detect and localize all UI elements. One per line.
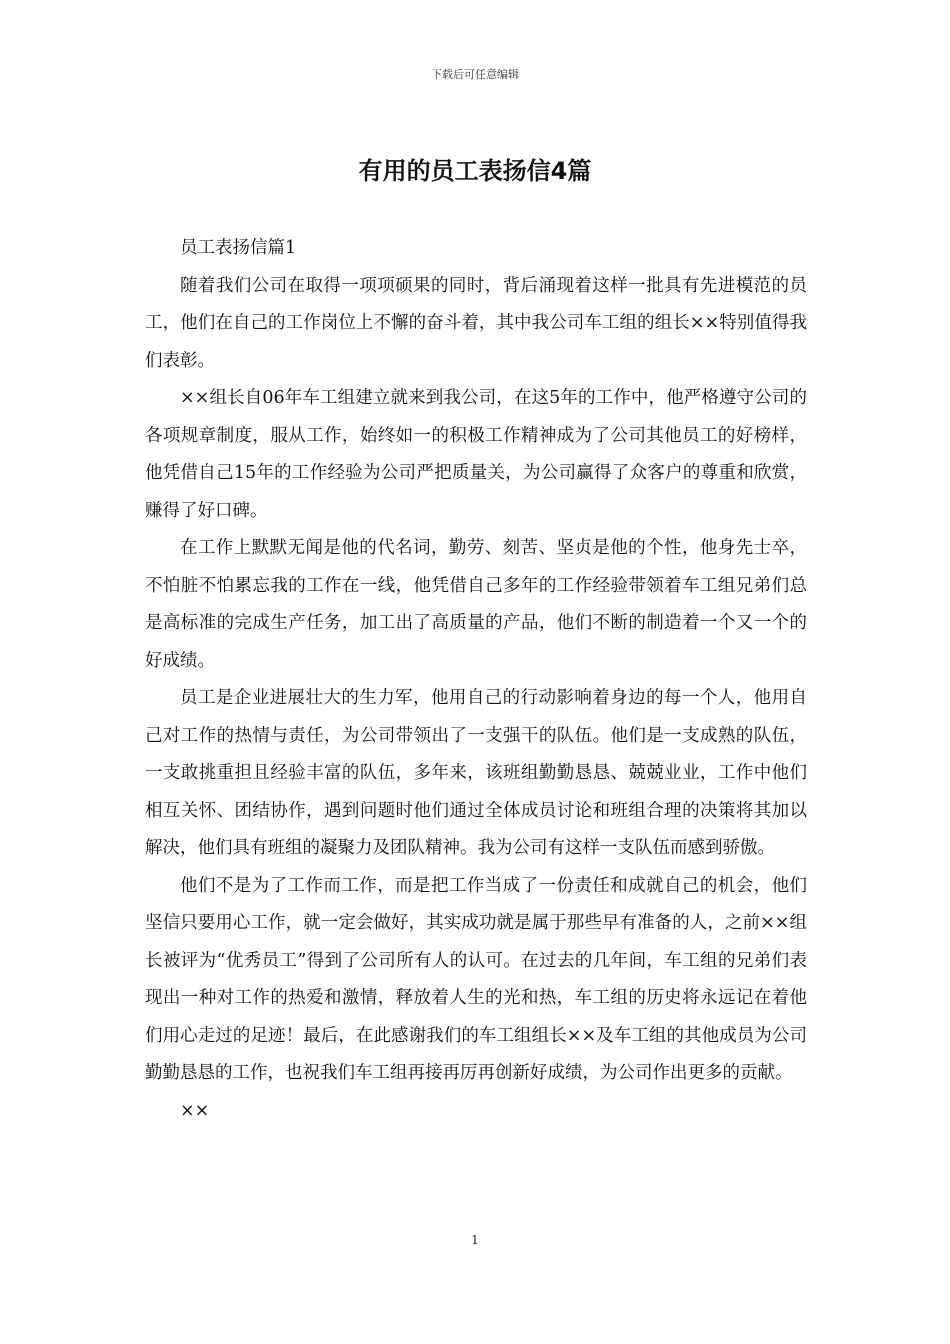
paragraph: 随着我们公司在取得一项项硕果的同时，背后涌现着这样一批具有先进模范的员工，他们在自己的工作岗位上不懈的奋斗着，其中我公司车工组的组长××特别值得我们表彰。 [145,275,807,371]
document-body [145,230,807,1130]
paragraph: 在工作上默默无闻是他的代名词，勤劳、刻苦、坚贞是他的个性，他身先士卒，不怕脏不怕累忘我的工作在一线，他凭借自己多年的工作经验带领着车工组兄弟们总是高标准的完成生产任务，加工出了高质量的产品，他们不断的制造着一个又一个的好成绩。 [145,538,807,671]
paragraph: 他们不是为了工作而工作，而是把工作当成了一份责任和成就自己的机会，他们坚信只要用心工作，就一定会做好，其实成功就是属于那些早有准备的人，之前××组长被评为“优秀员工”得到了公司所有人的认可。在过去的几年间，车工组的兄弟们表现出一种对工作的热爱和激情，释放着人生的光和热，车工组的历史将永远记在着他们用心走过的足迹！最后，在此感谢我们的车工组组长××及车工组的其他成员为公司勤勤恳恳的工作，也祝我们车工组再接再厉再创新好成绩，为公司作出更多的贡献。 [145,875,807,1083]
header-note: 下载后可任意编辑 [431,68,519,81]
page-number: 1 [471,1233,479,1247]
paragraph: ××组长自06年车工组建立就来到我公司，在这5年的工作中，他严格遵守公司的各项规章制度，服从工作，始终如一的积极工作精神成为了公司其他员工的好榜样，他凭借自己15年的工作经验为公司严把质量关，为公司赢得了众客户的尊重和欣赏，赚得了好口碑。 [145,388,807,521]
signature: ×× [180,1100,210,1121]
section-heading: 员工表扬信篇1 [180,238,297,258]
paragraph: 员工是企业进展壮大的生力军，他用自己的行动影响着身边的每一个人，他用自己对工作的热情与责任，为公司带领出了一支强干的队伍。他们是一支成熟的队伍，一支敢挑重担且经验丰富的队伍，多年来，该班组勤勤恳恳、兢兢业业，工作中他们相互关怀、团结协作，遇到问题时他们通过全体成员讨论和班组合理的决策将其加以解决，他们具有班组的凝聚力及团队精神。我为公司有这样一支队伍而感到骄傲。 [145,688,807,858]
document-title: 有用的员工表扬信4篇 [358,157,592,185]
